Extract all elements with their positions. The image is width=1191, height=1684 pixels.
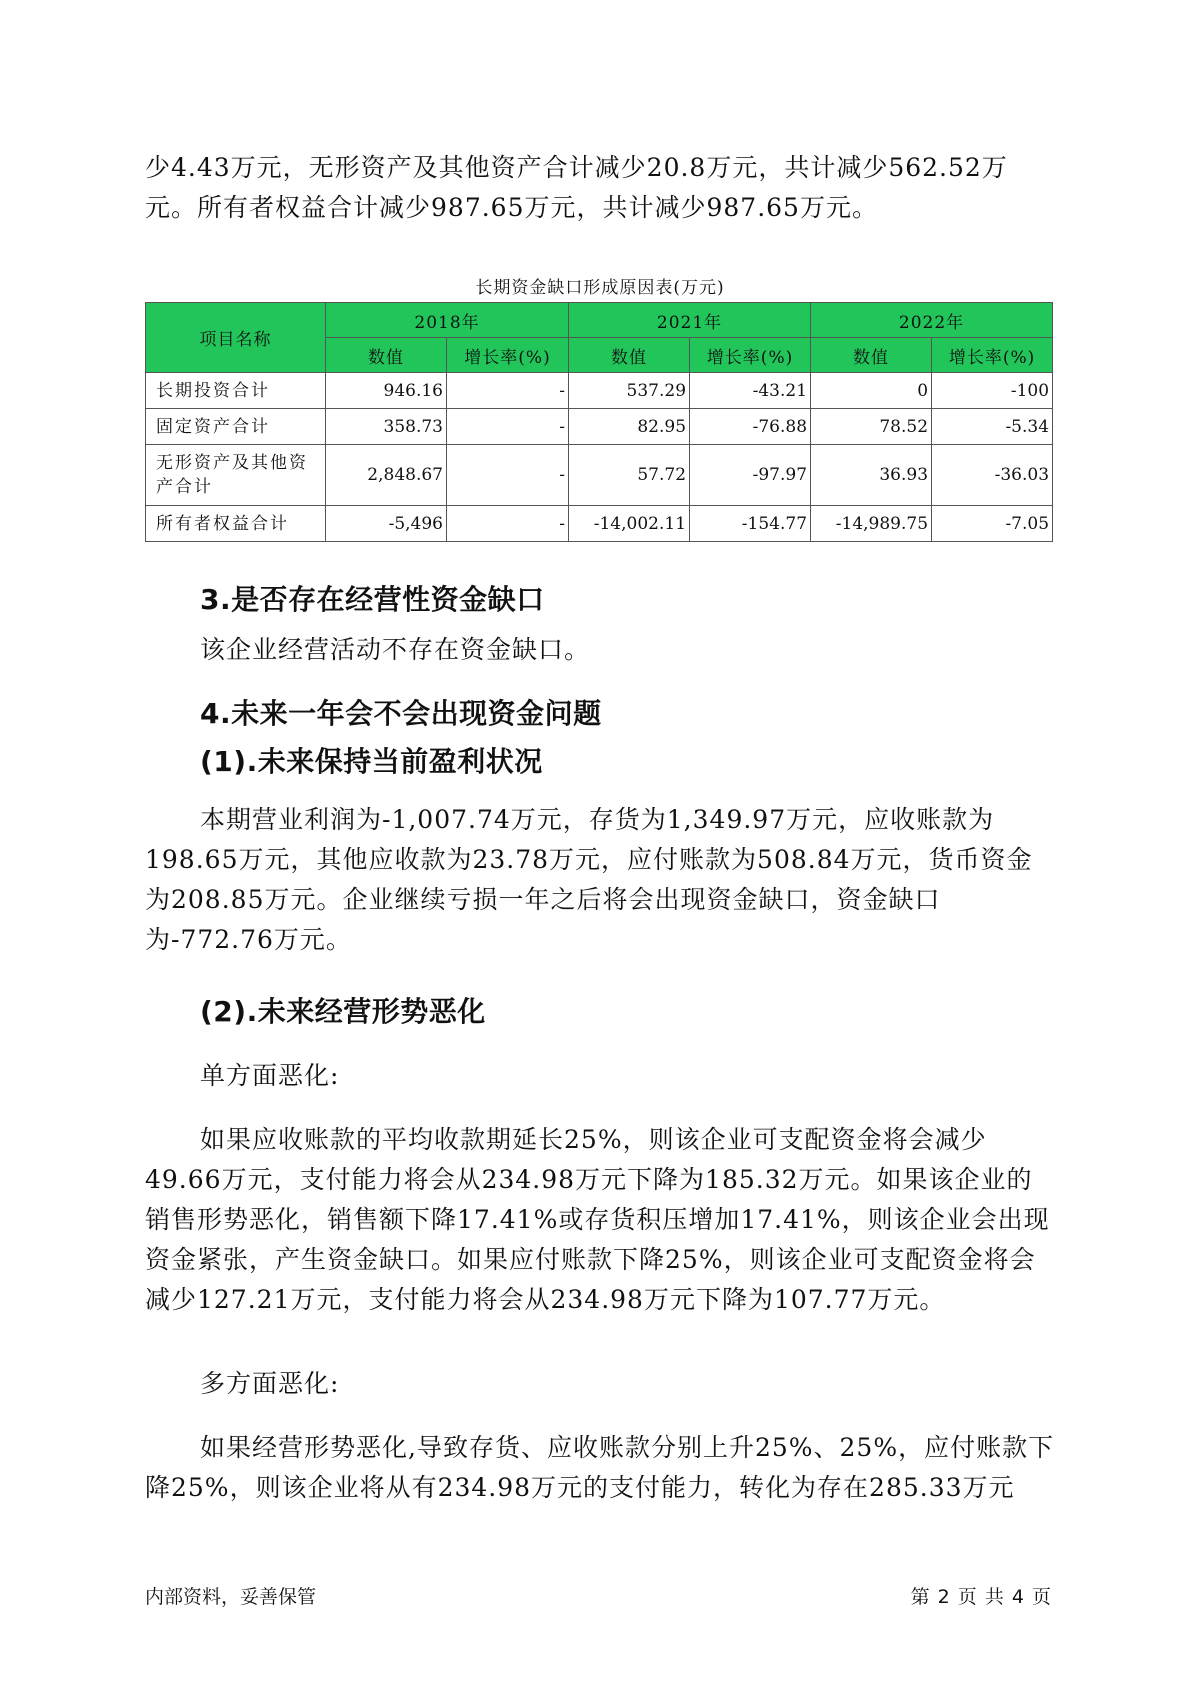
value-header: 数值 [326,338,447,373]
cell-growth: -5.34 [932,409,1053,445]
row-name: 长期投资合计 [146,373,326,409]
cell-value: 2,848.67 [326,445,447,506]
growth-header: 增长率(%) [447,338,569,373]
subsection-heading-2: (2).未来经营形势恶化 [200,995,486,1028]
value-header: 数值 [569,338,690,373]
item-name-header: 项目名称 [146,303,326,373]
table-row [146,445,1053,506]
footer-confidential-note: 内部资料，妥善保管 [145,1586,317,1608]
value-header: 数值 [811,338,932,373]
cell-growth: -97.97 [690,445,811,506]
cell-growth: - [447,373,569,409]
cell-value: 358.73 [326,409,447,445]
single-factor-paragraph: 如果应收账款的平均收款期延长25%，则该企业可支配资金将会减少49.66万元，支付能力将会从234.98万元下降为185.32万元。如果该企业的销售形势恶化，销售额下降17.41%或存货积压增加17.41%，则该企业会出现资金紧张，产生资金缺口。如果应付账款下降25%，则该企业可支配资金将会减少127.21万元，支付能力将会从234.98万元下降为107.77万元。 [145,1125,1050,1314]
single-factor-label: 单方面恶化: [200,1061,340,1090]
cell-growth: -154.77 [690,506,811,542]
profit-paragraph: 本期营业利润为-1,007.74万元，存货为1,349.97万元，应收账款为198.65万元，其他应收款为23.78万元，应付账款为508.84万元，货币资金为208.85万元。企业继续亏损一年之后将会出现资金缺口，资金缺口为-772.76万元。 [145,805,1033,954]
table-caption: 长期资金缺口形成原因表(万元) [475,278,725,298]
cell-value: -14,002.11 [569,506,690,542]
cell-growth: -36.03 [932,445,1053,506]
cell-growth: -76.88 [690,409,811,445]
cell-growth: -100 [932,373,1053,409]
no-gap-paragraph: 该企业经营活动不存在资金缺口。 [200,635,591,664]
year-header: 2018年 [326,303,569,338]
intro-paragraph: 少4.43万元，无形资产及其他资产合计减少20.8万元，共计减少562.52万元。所有者权益合计减少987.65万元，共计减少987.65万元。 [145,153,1008,222]
cell-value: 78.52 [811,409,932,445]
table-row [146,506,1053,542]
growth-header: 增长率(%) [932,338,1053,373]
year-header: 2021年 [569,303,811,338]
table-row [146,409,1053,445]
row-name: 固定资产合计 [146,409,326,445]
cell-growth: - [447,445,569,506]
multi-factor-label: 多方面恶化: [200,1369,340,1398]
year-header: 2022年 [811,303,1053,338]
section-heading-4: 4.未来一年会不会出现资金问题 [200,697,602,730]
cell-value: 946.16 [326,373,447,409]
capital-gap-table [145,302,1053,542]
cell-value: 82.95 [569,409,690,445]
cell-value: 36.93 [811,445,932,506]
cell-value: 537.29 [569,373,690,409]
row-name: 所有者权益合计 [146,506,326,542]
cell-growth: -43.21 [690,373,811,409]
multi-factor-paragraph: 如果经营形势恶化,导致存货、应收账款分别上升25%、25%，应付账款下降25%，则该企业将从有234.98万元的支付能力，转化为存在285.33万元 [145,1433,1055,1502]
subsection-heading-1: (1).未来保持当前盈利状况 [200,745,543,778]
cell-value: 0 [811,373,932,409]
table-header-row [146,303,1053,338]
cell-growth: - [447,409,569,445]
section-heading-3: 3.是否存在经营性资金缺口 [200,583,545,616]
cell-value: -14,989.75 [811,506,932,542]
table-row [146,373,1053,409]
cell-growth: - [447,506,569,542]
row-name: 无形资产及其他资产合计 [146,445,326,506]
cell-value: -5,496 [326,506,447,542]
cell-value: 57.72 [569,445,690,506]
footer-page-number: 第 2 页 共 4 页 [910,1586,1052,1608]
cell-growth: -7.05 [932,506,1053,542]
growth-header: 增长率(%) [690,338,811,373]
